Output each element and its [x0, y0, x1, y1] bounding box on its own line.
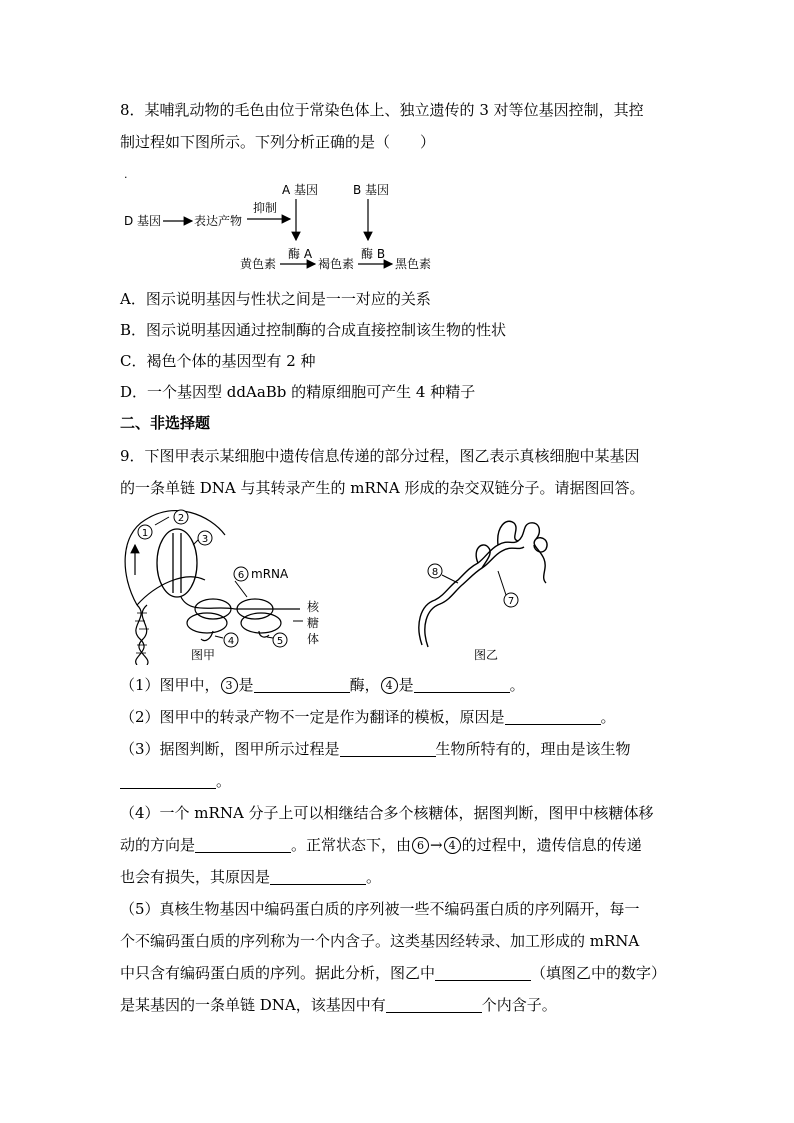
yellow-pigment-label: 黄色素: [240, 257, 277, 271]
q8-line2: 制过程如下图所示。下列分析正确的是（ ）: [120, 133, 436, 151]
answer-blank-5a[interactable]: [435, 964, 531, 981]
q9-sub4-line3: 也会有损失，其原因是 。: [120, 868, 382, 886]
label-4: 4: [227, 636, 235, 647]
answer-blank-4a[interactable]: [195, 836, 291, 853]
ribosome-label-1: 核: [307, 600, 320, 614]
black-pigment-label: 黑色素: [395, 257, 432, 271]
circled-3: 3: [221, 677, 238, 694]
q9-sub3-line2: 。: [120, 770, 231, 792]
label-2: 2: [177, 513, 185, 524]
label-6: 6: [237, 570, 245, 581]
brown-pigment-label: 褐色素: [318, 257, 355, 271]
label-8: 8: [431, 567, 439, 578]
circled-4: 4: [381, 677, 398, 694]
section-heading: 二、非选择题: [120, 414, 211, 432]
ribosome-label-2: 糖: [307, 616, 320, 630]
label-3: 3: [201, 534, 209, 545]
q9-sub5-line1: （5）真核生物基因中编码蛋白质的序列被一些不编码蛋白质的序列隔开，每一: [120, 900, 640, 918]
q9-sub5-line4: 是某基因的一条单链 DNA，该基因中有 个内含子。: [120, 996, 557, 1014]
enzyme-a-label: 酶 A: [288, 247, 313, 261]
q9-sub4-line2: 动的方向是 。正常状态下，由 6 → 4 的过程中，遗传信息的传递: [120, 836, 642, 854]
answer-blank-1b[interactable]: [414, 676, 510, 693]
q9-sub5-line2: 个不编码蛋白质的序列称为一个内含子。这类基因经转录、加工形成的 mRNA: [120, 932, 640, 950]
circled-4b: 4: [444, 837, 461, 854]
q8-option-c: C．褐色个体的基因型有 2 种: [120, 352, 316, 370]
q8-option-d: D．一个基因型 ddAaBb 的精原细胞可产生 4 种精子: [120, 383, 476, 401]
figure-yi: [410, 505, 560, 665]
answer-blank-4b[interactable]: [270, 868, 366, 885]
mrna-label: mRNA: [251, 567, 289, 581]
enzyme-b-label: 酶 B: [361, 247, 386, 261]
q8-line1: 8．某哺乳动物的毛色由位于常染色体上、独立遗传的 3 对等位基因控制，其控: [120, 101, 644, 119]
diagram-dot: .: [124, 168, 128, 181]
q9-sub4-line1: （4）一个 mRNA 分子上可以相继结合多个核糖体，据图判断，图甲中核糖体移: [120, 804, 654, 822]
q9-line1: 9．下图甲表示某细胞中遗传信息传递的部分过程，图乙表示真核细胞中某基因: [120, 447, 640, 465]
inhibit-label: 抑制: [253, 201, 278, 215]
gene-pathway-diagram: [0, 168, 794, 288]
q9-line2: 的一条单链 DNA 与其转录产生的 mRNA 形成的杂交双链分子。请据图回答。: [120, 479, 645, 497]
answer-blank-5b[interactable]: [386, 996, 482, 1013]
answer-blank-1a[interactable]: [254, 676, 350, 693]
answer-blank-3b[interactable]: [120, 772, 216, 789]
q9-sub5-line3: 中只含有编码蛋白质的序列。据此分析，图乙中 （填图乙中的数字）: [120, 964, 667, 982]
expression-product-label: 表达产物: [194, 214, 243, 228]
q9-sub2: （2）图甲中的转录产物不一定是作为翻译的模板，原因是 。: [120, 708, 616, 726]
ribosome-label-3: 体: [307, 632, 320, 646]
q9-sub1: （1）图甲中， 3 是 酶， 4 是 。: [120, 676, 525, 694]
figure-jia-caption: 图甲: [191, 648, 216, 662]
circled-6: 6: [412, 837, 429, 854]
label-1: 1: [141, 528, 149, 539]
label-7: 7: [507, 596, 515, 607]
answer-blank-2[interactable]: [505, 708, 601, 725]
figure-yi-caption: 图乙: [474, 648, 499, 662]
q8-option-b: B．图示说明基因通过控制酶的合成直接控制该生物的性状: [120, 321, 507, 339]
q8-option-a: A．图示说明基因与性状之间是一一对应的关系: [120, 290, 431, 308]
a-gene-label: A 基因: [282, 183, 319, 197]
label-5: 5: [276, 636, 284, 647]
d-gene-label: D 基因: [124, 214, 162, 228]
b-gene-label: B 基因: [353, 183, 390, 197]
figure-jia: [115, 505, 335, 665]
q9-sub3: （3）据图判断，图甲所示过程是 生物所特有的，理由是该生物: [120, 740, 631, 758]
answer-blank-3a[interactable]: [340, 740, 436, 757]
